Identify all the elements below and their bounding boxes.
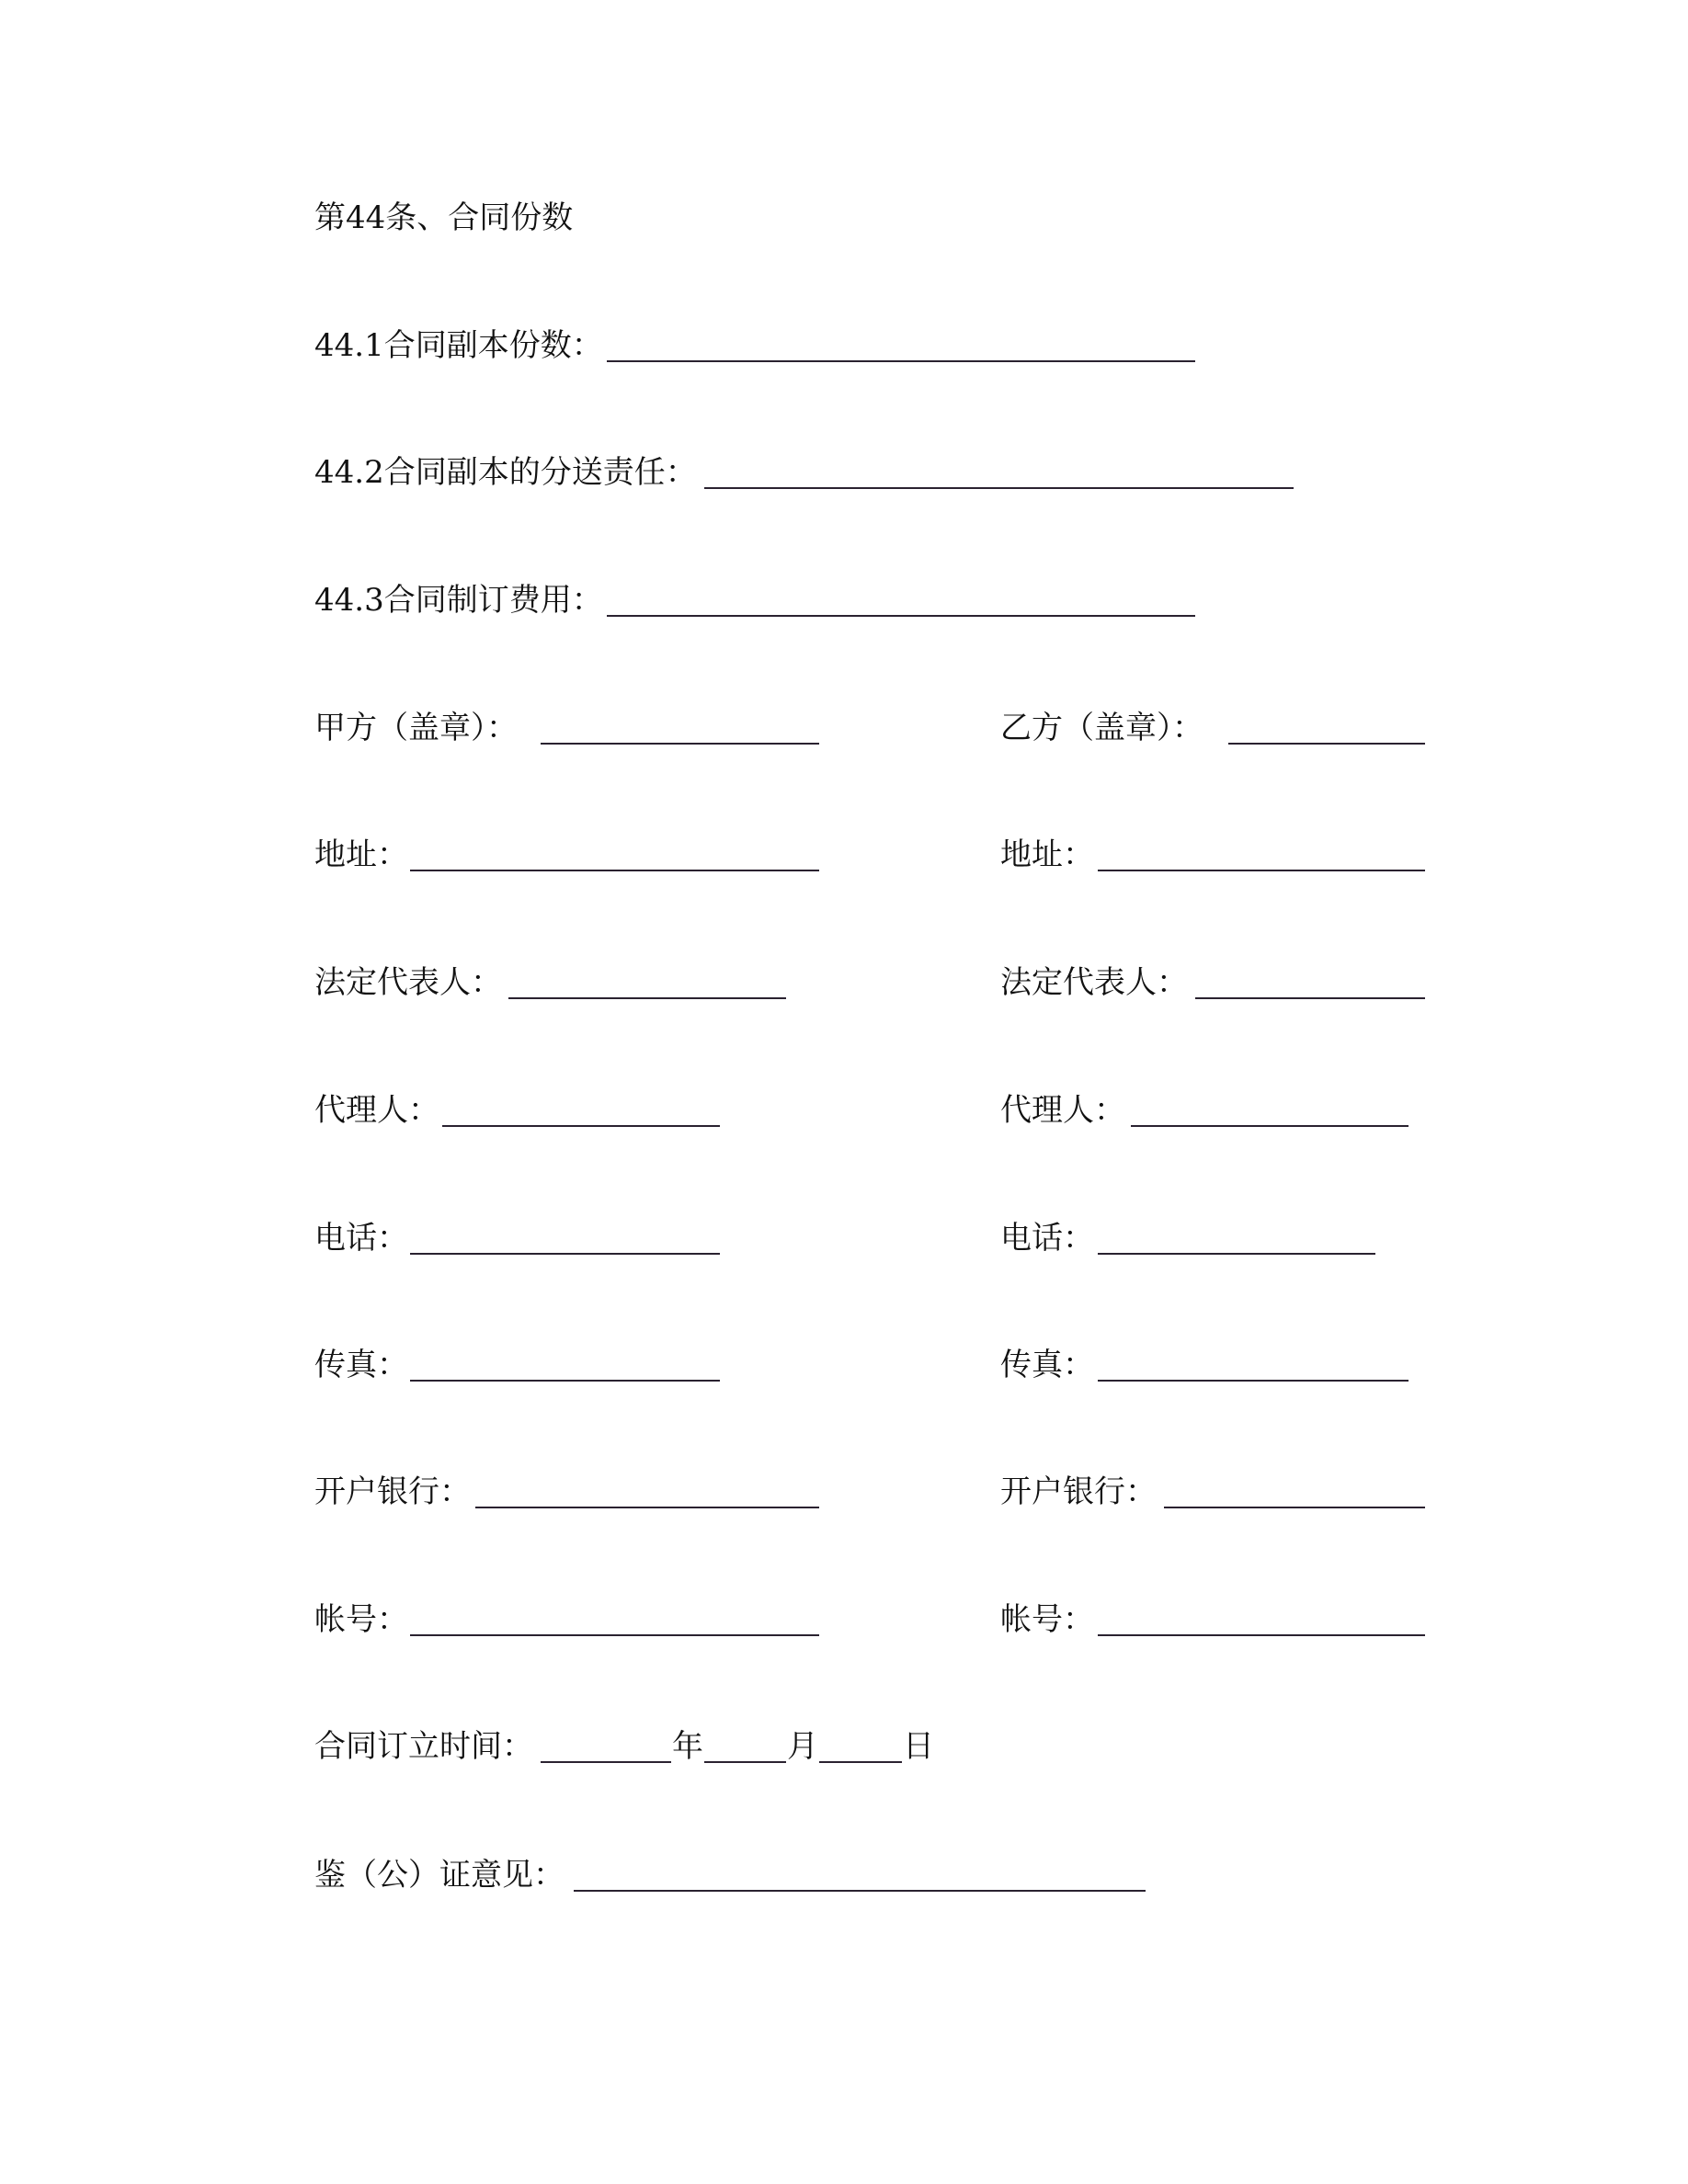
clause-44-2-blank[interactable] [704, 487, 1294, 489]
party-b-agent-label: 代理人： [1000, 1092, 1125, 1129]
month-label: 月 [787, 1728, 818, 1765]
party-b-legal-rep-blank[interactable] [1195, 997, 1425, 999]
party-b-phone-label: 电话： [1000, 1220, 1094, 1257]
party-a-phone-blank[interactable] [410, 1253, 720, 1255]
party-b-fax-label: 传真： [1000, 1347, 1094, 1383]
party-a-account-blank[interactable] [410, 1634, 819, 1636]
party-a-phone-label: 电话： [314, 1220, 408, 1257]
party-a-legal-rep-label: 法定代表人： [314, 964, 502, 1001]
notary-opinion-label: 鉴（公）证意见： [314, 1857, 565, 1894]
party-b-legal-rep-label: 法定代表人： [1000, 964, 1188, 1001]
party-a-address-blank[interactable] [410, 870, 819, 871]
party-a-bank-label: 开户银行： [314, 1473, 471, 1510]
clause-44-2-label: 44.2合同副本的分送责任： [314, 454, 697, 491]
party-a-bank-blank[interactable] [475, 1507, 819, 1508]
party-a-seal-label: 甲方（盖章）： [314, 710, 518, 746]
party-b-bank-blank[interactable] [1164, 1507, 1425, 1508]
party-b-account-blank[interactable] [1098, 1634, 1425, 1636]
party-b-bank-label: 开户银行： [1000, 1473, 1157, 1510]
month-blank[interactable] [704, 1761, 786, 1763]
clause-44-1-label: 44.1合同副本份数： [314, 327, 603, 364]
day-label: 日 [903, 1728, 934, 1765]
party-b-seal-label: 乙方（盖章）： [1000, 710, 1203, 746]
clause-44-1-blank[interactable] [607, 360, 1195, 362]
signing-date-label: 合同订立时间： [314, 1728, 533, 1765]
party-a-agent-label: 代理人： [314, 1092, 439, 1129]
party-b-phone-blank[interactable] [1098, 1253, 1375, 1255]
party-b-agent-blank[interactable] [1131, 1125, 1409, 1127]
party-a-seal-blank[interactable] [541, 743, 819, 745]
party-a-fax-label: 传真： [314, 1347, 408, 1383]
party-b-fax-blank[interactable] [1098, 1380, 1409, 1382]
party-a-legal-rep-blank[interactable] [508, 997, 786, 999]
year-blank[interactable] [541, 1761, 671, 1763]
party-a-agent-blank[interactable] [442, 1125, 720, 1127]
clause-44-3-blank[interactable] [607, 615, 1195, 617]
party-b-address-blank[interactable] [1098, 870, 1425, 871]
party-a-account-label: 帐号： [314, 1601, 408, 1638]
party-a-address-label: 地址： [314, 836, 408, 873]
party-b-seal-blank[interactable] [1228, 743, 1425, 745]
notary-opinion-blank[interactable] [574, 1890, 1146, 1892]
clause-44-3-label: 44.3合同制订费用： [314, 582, 603, 619]
party-b-account-label: 帐号： [1000, 1601, 1094, 1638]
day-blank[interactable] [819, 1761, 902, 1763]
party-a-fax-blank[interactable] [410, 1380, 720, 1382]
section-heading: 第44条、合同份数 [314, 199, 574, 236]
year-label: 年 [672, 1728, 703, 1765]
party-b-address-label: 地址： [1000, 836, 1094, 873]
